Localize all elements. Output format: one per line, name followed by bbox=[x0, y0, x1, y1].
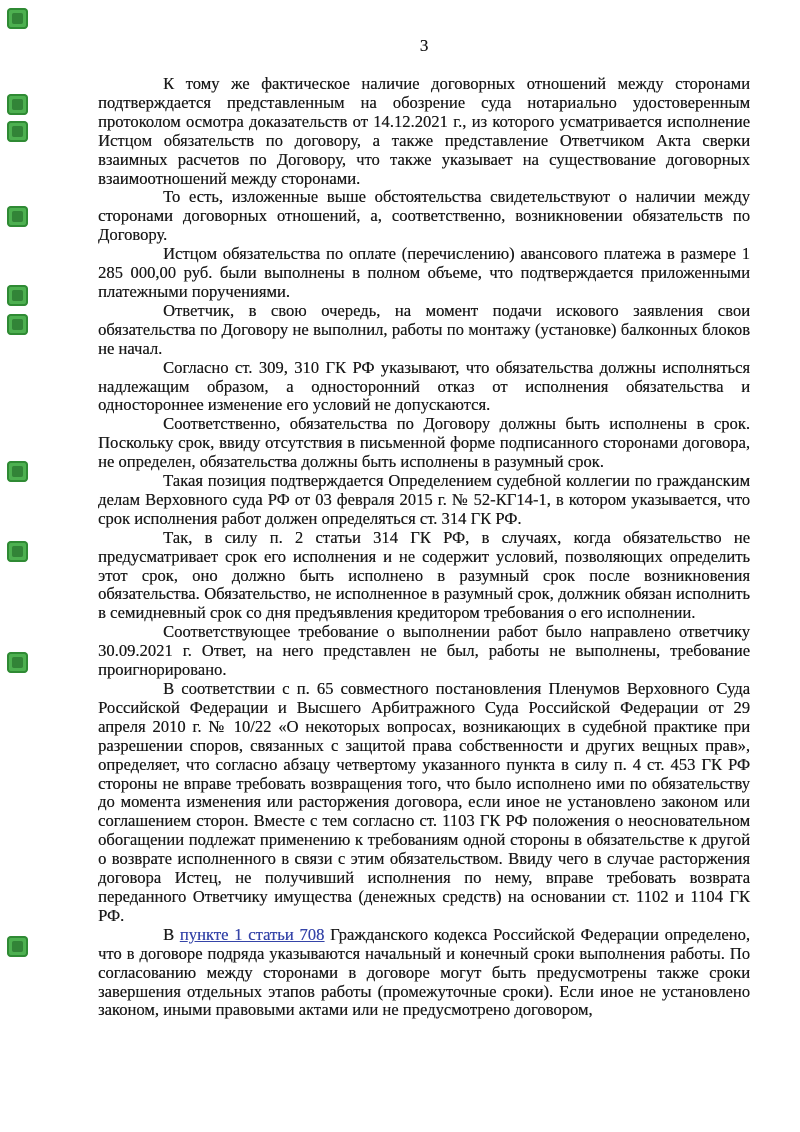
green-annotation-icon[interactable] bbox=[7, 121, 28, 142]
hyperlink-punkt-1-stati-708[interactable]: пункте 1 статьи 708 bbox=[179, 924, 325, 944]
green-annotation-icon[interactable] bbox=[7, 541, 28, 562]
green-annotation-icon[interactable] bbox=[7, 461, 28, 482]
green-annotation-icon[interactable] bbox=[7, 206, 28, 227]
paragraph bbox=[98, 302, 750, 359]
text-run: Истцом обязательства по оплате (перечислению) авансового платежа в размере 1 285 000,00 руб. были выполнены в полном объеме, что подтверждается приложенными платежными поручениями. bbox=[98, 244, 750, 301]
text-run: То есть, изложенные выше обстоятельства свидетельствуют о наличии между сторонами договорных отношений, а, соответственно, возникновении обязательств по Договору. bbox=[98, 187, 750, 245]
page-number: 3 bbox=[419, 36, 429, 55]
green-annotation-icon[interactable] bbox=[7, 314, 28, 335]
text-run: Гражданского кодекса Российской Федерации определено, что в договоре подряда указываются начальный и конечный сроки выполнения работы. По согласованию между сторонами в договоре могут быть предусмотрены также сроки завершения отдельных этапов работы (промежуточные сроки). Если иное не установлено законом, иными правовыми актами или не предусмотрено договором, bbox=[98, 924, 751, 1020]
green-annotation-icon[interactable] bbox=[7, 94, 28, 115]
green-annotation-icon[interactable] bbox=[7, 652, 28, 673]
paragraph bbox=[98, 623, 750, 680]
text-run: Так, в силу п. 2 статьи 314 ГК РФ, в случаях, когда обязательство не предусматривает срок его исполнения и не содержит условий, позволяющих определить этот срок, оно должно быть исполнено в разумный срок после возникновения обязательства. Обязательство, не исполненное в разумный срок, должник обязан исполнить в семидневный срок со дня предъявления кредитором требования о его исполнении. bbox=[98, 527, 750, 623]
text-run: Ответчик, в свою очередь, на момент подачи искового заявления свои обязательства по Договору не выполнил, работы по монтажу (установке) балконных блоков не начал. bbox=[98, 300, 750, 358]
text-run: Соответственно, обязательства по Договору должны быть исполнены в срок. Поскольку срок, ввиду отсутствия в письменной форме подписанного сторонами договора, не определен, обязательства должны быть исполнены в разумный срок. bbox=[98, 414, 750, 472]
paragraph bbox=[98, 529, 750, 624]
text-run: К тому же фактическое наличие договорных отношений между сторонами подтверждается представленным на обозрение суда нотариально удостоверенным протоколом осмотра доказательств от 14.12.2021 г., из которого усматривается исполнение Истцом обязательств по договору, а также представление Ответчиком Акта сверки взаимных расчетов по Договору, что также указывает на существование договорных взаимоотношений между сторонами. bbox=[98, 74, 750, 188]
green-annotation-icon[interactable] bbox=[7, 8, 28, 29]
paragraph bbox=[98, 188, 750, 245]
document-text-block bbox=[98, 75, 750, 1020]
paragraph bbox=[98, 415, 750, 472]
green-annotation-icon[interactable] bbox=[7, 936, 28, 957]
paragraph bbox=[98, 359, 750, 416]
text-run: Такая позиция подтверждается Определением судебной коллегии по гражданским делам Верховного суда РФ от 03 февраля 2015 г. № 52-КГ14-1, в котором указывается, что срок исполнения работ должен определяться ст. 314 ГК РФ. bbox=[98, 471, 750, 528]
text-run: Соответствующее требование о выполнении работ было направлено ответчику 30.09.2021 г. Ответ, на него представлен не был, работы не выполнены, требование проигнорировано. bbox=[98, 622, 750, 680]
text-run: В bbox=[163, 924, 180, 944]
green-annotation-icon[interactable] bbox=[7, 285, 28, 306]
paragraph bbox=[98, 472, 750, 529]
paragraph bbox=[98, 245, 750, 302]
text-run: Согласно ст. 309, 310 ГК РФ указывают, что обязательства должны исполняться надлежащим образом, а односторонний отказ от исполнения обязательства и одностороннее изменение его условий не допускаются. bbox=[98, 357, 750, 415]
paragraph bbox=[98, 680, 750, 926]
paragraph bbox=[98, 926, 750, 1021]
document-content bbox=[98, 36, 750, 1020]
paragraph bbox=[98, 75, 750, 188]
text-run: В соответствии с п. 65 совместного постановления Пленумов Верховного Суда Российской Федерации и Высшего Арбитражного Суда Российской Федерации от 29 апреля 2010 г. № 10/22 «О некоторых вопросах, возникающих в судебной практике при разрешении споров, связанных с защитой права собственности и других вещных прав», определяет, что согласно абзацу четвертому указанного пункта в силу п. 4 ст. 453 ГК РФ стороны не вправе требовать возвращения того, что было исполнено ими по обязательству до момента изменения или расторжения договора, если иное не установлено законом или соглашением сторон. Вместе с тем согласно ст. 1103 ГК РФ положения о неосновательном обогащении подлежат применению к требованиям одной стороны в обязательстве к другой о возврате исполненного в связи с этим обязательством. Ввиду чего в случае расторжения договора Истец, не получивший исполнения по нему, вправе требовать возврата переданного Ответчику имущества (денежных средств) на основании ст. 1102 и 1104 ГК РФ. bbox=[98, 679, 750, 925]
